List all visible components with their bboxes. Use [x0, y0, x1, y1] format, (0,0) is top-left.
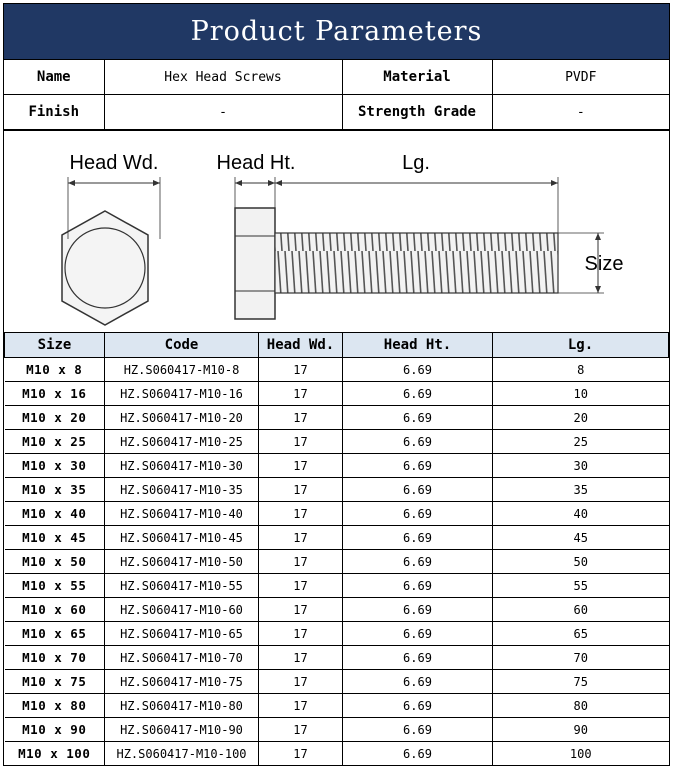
- code-cell: HZ.S060417-M10-35: [105, 478, 259, 502]
- lg-cell: 70: [493, 646, 669, 670]
- hex-head-front-icon: [62, 211, 148, 325]
- grade-value: -: [492, 95, 669, 130]
- code-cell: HZ.S060417-M10-65: [105, 622, 259, 646]
- col-header-head-wd: Head Wd.: [259, 333, 343, 358]
- head-ht-cell: 6.69: [343, 598, 493, 622]
- code-cell: HZ.S060417-M10-45: [105, 526, 259, 550]
- lg-cell: 65: [493, 622, 669, 646]
- params-table: [4, 60, 669, 130]
- code-cell: HZ.S060417-M10-60: [105, 598, 259, 622]
- lg-cell: 30: [493, 454, 669, 478]
- lg-cell: 35: [493, 478, 669, 502]
- head-ht-cell: 6.69: [343, 526, 493, 550]
- head-ht-cell: 6.69: [343, 454, 493, 478]
- size-cell: M10 x 60: [5, 598, 105, 622]
- table-row: [5, 526, 669, 550]
- page-title: Product Parameters: [4, 4, 669, 60]
- code-cell: HZ.S060417-M10-25: [105, 430, 259, 454]
- head-wd-cell: 17: [259, 382, 343, 406]
- size-cell: M10 x 65: [5, 622, 105, 646]
- table-row: [5, 430, 669, 454]
- material-label: Material: [342, 60, 492, 95]
- head-ht-cell: 6.69: [343, 502, 493, 526]
- head-wd-cell: 17: [259, 742, 343, 766]
- code-cell: HZ.S060417-M10-75: [105, 670, 259, 694]
- lg-cell: 45: [493, 526, 669, 550]
- table-row: [5, 358, 669, 382]
- size-cell: M10 x 75: [5, 670, 105, 694]
- code-cell: HZ.S060417-M10-20: [105, 406, 259, 430]
- col-header-head-ht: Head Ht.: [343, 333, 493, 358]
- head-wd-label: Head Wd.: [69, 152, 159, 174]
- size-cell: M10 x 20: [5, 406, 105, 430]
- size-cell: M10 x 90: [5, 718, 105, 742]
- head-ht-label: Head Ht.: [216, 152, 296, 174]
- code-cell: HZ.S060417-M10-100: [105, 742, 259, 766]
- table-row: [5, 694, 669, 718]
- head-ht-cell: 6.69: [343, 742, 493, 766]
- code-cell: HZ.S060417-M10-90: [105, 718, 259, 742]
- table-row: [5, 454, 669, 478]
- head-ht-cell: 6.69: [343, 670, 493, 694]
- size-cell: M10 x 70: [5, 646, 105, 670]
- head-ht-cell: 6.69: [343, 646, 493, 670]
- size-cell: M10 x 16: [5, 382, 105, 406]
- head-wd-cell: 17: [259, 358, 343, 382]
- table-row: [5, 718, 669, 742]
- table-row: [5, 550, 669, 574]
- head-ht-cell: 6.69: [343, 478, 493, 502]
- size-cell: M10 x 80: [5, 694, 105, 718]
- head-wd-cell: 17: [259, 646, 343, 670]
- table-row: [5, 502, 669, 526]
- col-header-lg: Lg.: [493, 333, 669, 358]
- finish-label: Finish: [4, 95, 104, 130]
- name-value: Hex Head Screws: [104, 60, 342, 95]
- lg-dimension: [275, 177, 558, 233]
- head-wd-cell: 17: [259, 598, 343, 622]
- size-cell: M10 x 30: [5, 454, 105, 478]
- head-ht-cell: 6.69: [343, 406, 493, 430]
- head-wd-cell: 17: [259, 430, 343, 454]
- code-cell: HZ.S060417-M10-16: [105, 382, 259, 406]
- table-header-row: [5, 333, 669, 358]
- head-ht-cell: 6.69: [343, 718, 493, 742]
- head-ht-cell: 6.69: [343, 382, 493, 406]
- head-wd-cell: 17: [259, 526, 343, 550]
- code-cell: HZ.S060417-M10-70: [105, 646, 259, 670]
- col-header-size: Size: [5, 333, 105, 358]
- lg-cell: 50: [493, 550, 669, 574]
- head-wd-cell: 17: [259, 502, 343, 526]
- lg-cell: 8: [493, 358, 669, 382]
- lg-cell: 10: [493, 382, 669, 406]
- head-wd-cell: 17: [259, 694, 343, 718]
- params-row: [4, 95, 669, 130]
- table-row: [5, 598, 669, 622]
- material-value: PVDF: [492, 60, 669, 95]
- head-ht-cell: 6.69: [343, 622, 493, 646]
- head-ht-dimension: [235, 177, 275, 208]
- table-row: [5, 742, 669, 766]
- screw-drawing: [4, 131, 669, 332]
- head-wd-cell: 17: [259, 454, 343, 478]
- head-ht-cell: 6.69: [343, 358, 493, 382]
- table-row: [5, 478, 669, 502]
- size-cell: M10 x 40: [5, 502, 105, 526]
- size-label: Size: [584, 253, 624, 275]
- col-header-code: Code: [105, 333, 259, 358]
- name-label: Name: [4, 60, 104, 95]
- size-cell: M10 x 50: [5, 550, 105, 574]
- size-cell: M10 x 45: [5, 526, 105, 550]
- lg-label: Lg.: [402, 152, 430, 174]
- table-row: [5, 622, 669, 646]
- code-cell: HZ.S060417-M10-55: [105, 574, 259, 598]
- lg-cell: 25: [493, 430, 669, 454]
- code-cell: HZ.S060417-M10-30: [105, 454, 259, 478]
- screw-diagram: [4, 130, 669, 333]
- size-cell: M10 x 8: [5, 358, 105, 382]
- head-wd-cell: 17: [259, 718, 343, 742]
- size-cell: M10 x 55: [5, 574, 105, 598]
- params-row: [4, 60, 669, 95]
- lg-cell: 55: [493, 574, 669, 598]
- table-row: [5, 574, 669, 598]
- size-cell: M10 x 25: [5, 430, 105, 454]
- code-cell: HZ.S060417-M10-8: [105, 358, 259, 382]
- head-wd-cell: 17: [259, 670, 343, 694]
- head-wd-cell: 17: [259, 622, 343, 646]
- lg-cell: 100: [493, 742, 669, 766]
- finish-value: -: [104, 95, 342, 130]
- head-wd-cell: 17: [259, 406, 343, 430]
- head-ht-cell: 6.69: [343, 694, 493, 718]
- table-row: [5, 382, 669, 406]
- head-wd-cell: 17: [259, 574, 343, 598]
- code-cell: HZ.S060417-M10-40: [105, 502, 259, 526]
- head-ht-cell: 6.69: [343, 550, 493, 574]
- head-ht-cell: 6.69: [343, 574, 493, 598]
- size-cell: M10 x 35: [5, 478, 105, 502]
- grade-label: Strength Grade: [342, 95, 492, 130]
- lg-cell: 80: [493, 694, 669, 718]
- lg-cell: 75: [493, 670, 669, 694]
- sizes-table: [4, 333, 669, 766]
- size-cell: M10 x 100: [5, 742, 105, 766]
- head-wd-cell: 17: [259, 478, 343, 502]
- table-row: [5, 670, 669, 694]
- code-cell: HZ.S060417-M10-50: [105, 550, 259, 574]
- lg-cell: 90: [493, 718, 669, 742]
- lg-cell: 20: [493, 406, 669, 430]
- head-wd-cell: 17: [259, 550, 343, 574]
- code-cell: HZ.S060417-M10-80: [105, 694, 259, 718]
- lg-cell: 40: [493, 502, 669, 526]
- head-ht-cell: 6.69: [343, 430, 493, 454]
- product-sheet: [3, 3, 670, 766]
- lg-cell: 60: [493, 598, 669, 622]
- screw-side-icon: [235, 208, 558, 319]
- table-row: [5, 406, 669, 430]
- table-row: [5, 646, 669, 670]
